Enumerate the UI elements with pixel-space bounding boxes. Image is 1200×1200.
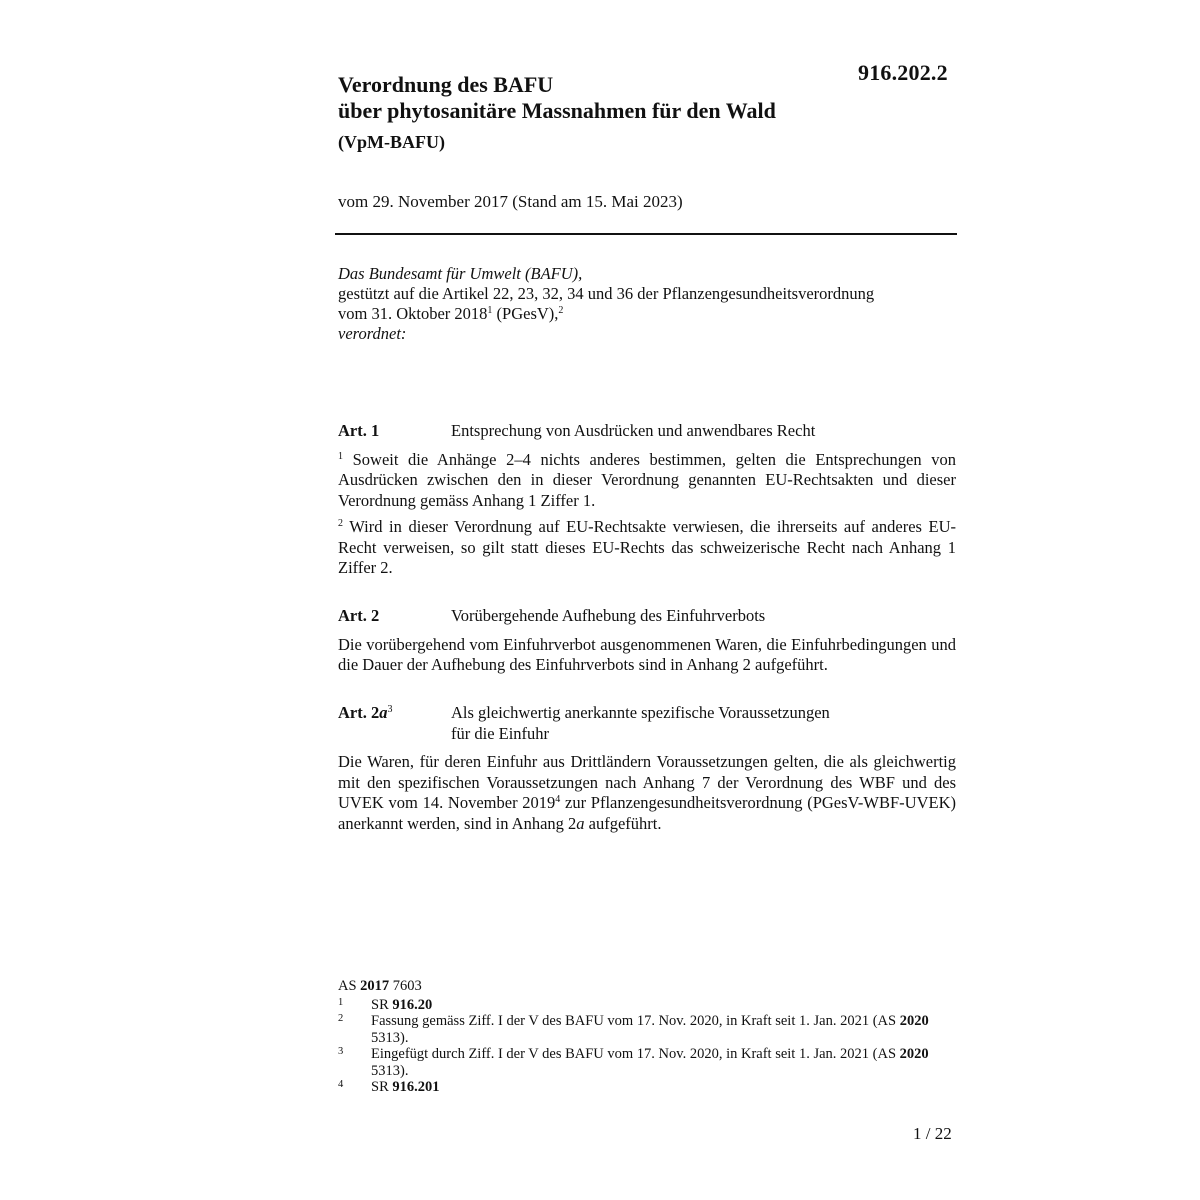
preamble-basis: [338, 284, 956, 324]
article-2-heading: [338, 606, 956, 627]
footnote-2-text-a: Fassung gemäss Ziff. I der V des BAFU vom 17. Nov. 2020, in Kraft seit 1. Jan. 2021 (AS: [371, 1013, 900, 1029]
footnote-1-text: [371, 997, 958, 1014]
preamble-basis-line2b: (PGesV),: [492, 304, 559, 323]
article-2-number: Art. 2: [338, 606, 380, 625]
article-2a-text-a: Die Waren, für deren Einfuhr aus Drittländern Voraussetzungen gelten, die als gleichwertig mit den spezifischen Voraussetzungen nach Anhang 7 der Verordnung des WBF und des UVEK vom 14. November 2019: [338, 752, 956, 812]
preamble-decrees: verordnet:: [338, 324, 407, 343]
article-2a-text-italic: a: [576, 813, 585, 833]
footnote-2-link[interactable]: 2020: [899, 1013, 929, 1029]
as-year: 2017: [360, 978, 390, 994]
preamble: [338, 264, 956, 344]
article-2a-title-line1: Als gleichwertig anerkannte spezifische Voraussetzungen: [451, 703, 830, 722]
article-1-paragraph-2: [338, 517, 956, 579]
article-1-heading: [338, 421, 956, 442]
article-2a-title-line2: für die Einfuhr: [451, 723, 550, 743]
article-2-title: Vorübergehende Aufhebung des Einfuhrverbots: [451, 606, 766, 625]
footnote-2-mark: 2: [338, 1013, 344, 1024]
footnote-ref-2[interactable]: 2: [558, 305, 564, 316]
title-line-2: über phytosanitäre Massnahmen für den Wald: [338, 98, 776, 123]
footnote-ref-4[interactable]: 4: [555, 794, 561, 805]
as-prefix: AS: [338, 978, 361, 994]
footnote-4-mark: 4: [338, 1079, 344, 1090]
page-number: 1 / 22: [913, 1124, 952, 1143]
title-abbreviation: (VpM-BAFU): [338, 132, 445, 152]
paragraph-mark-2: 2: [338, 518, 343, 529]
article-1-title: Entsprechung von Ausdrücken und anwendbares Recht: [451, 421, 816, 440]
article-2a-heading: [338, 703, 956, 744]
as-page: 7603: [389, 978, 422, 994]
header-divider: [335, 233, 957, 235]
article-2a-text-b: zur Pflanzengesundheitsverordnung (PGesV-WBF-UVEK) anerkannt werden, sind in Anhang 2: [338, 793, 957, 833]
article-1-paragraph-1: [338, 450, 956, 512]
title-block: [338, 72, 898, 154]
article-1: [338, 421, 956, 585]
footnotes: [338, 978, 958, 1096]
article-1-paragraph-2-text: Wird in dieser Verordnung auf EU-Rechtsakte verwiesen, die ihrerseits auf anderes EU-Recht verweisen, so gilt statt dieses EU-Rechts das schweizerische Recht nach Anhang 1 Ziffer 2.: [338, 517, 956, 577]
footnote-3: [338, 1046, 958, 1079]
title-line-1: Verordnung des BAFU: [338, 72, 554, 97]
footnote-3-text-a: Eingefügt durch Ziff. I der V des BAFU vom 17. Nov. 2020, in Kraft seit 1. Jan. 2021 (AS: [371, 1046, 900, 1062]
article-2a-text-c: aufgeführt.: [584, 813, 662, 833]
footnote-1: [338, 997, 958, 1014]
article-1-number: Art. 1: [338, 421, 380, 440]
article-2a-number-suffix: a: [379, 703, 388, 722]
footnote-ref-1[interactable]: 1: [487, 305, 493, 316]
article-2a-title: [451, 703, 891, 744]
footnote-4-link[interactable]: 916.201: [392, 1079, 440, 1095]
footnote-2-text-b: 5313).: [371, 1029, 409, 1046]
footnote-1-link[interactable]: 916.20: [392, 996, 433, 1013]
article-2-paragraph: Die vorübergehend vom Einfuhrverbot ausgenommenen Waren, die Einfuhrbedingungen und die Dauer der Aufhebung des Einfuhrverbots sind in Anhang 2 aufgeführt.: [338, 634, 956, 674]
footnote-3-text: [371, 1046, 958, 1079]
article-2a-number-main: Art. 2: [338, 703, 380, 722]
article-1-paragraph-1-text: Soweit die Anhänge 2–4 nichts anderes bestimmen, gelten die Entsprechungen von Ausdrücken zwischen den in dieser Verordnung genannten EU-Rechtsakten und dieser Verordnung gemäss Anhang 1 Ziffer 1.: [338, 449, 956, 510]
footnote-as-reference: [338, 978, 958, 995]
article-2a-number: [338, 703, 451, 724]
preamble-basis-line1: gestützt auf die Artikel 22, 23, 32, 34 und 36 der Pflanzengesundheitsverordnung: [338, 284, 875, 303]
article-2a-paragraph: [338, 752, 956, 834]
footnote-2: [338, 1013, 958, 1046]
footnote-3-link[interactable]: 2020: [899, 1046, 929, 1062]
footnote-ref-3[interactable]: 3: [387, 704, 393, 715]
footnote-1-mark: 1: [338, 996, 344, 1008]
footnote-4-prefix: SR: [371, 1079, 393, 1095]
footnote-2-text: [371, 1013, 958, 1046]
date-line: vom 29. November 2017 (Stand am 15. Mai 2023): [338, 192, 683, 211]
sr-number: 916.202.2: [858, 60, 948, 85]
preamble-basis-line2a: vom 31. Oktober 2018: [338, 304, 488, 323]
footnote-1-prefix: SR: [371, 996, 393, 1013]
paragraph-mark-1: 1: [338, 450, 343, 462]
footnote-3-text-b: 5313).: [371, 1062, 409, 1079]
footnote-4: [338, 1079, 958, 1096]
footnote-3-mark: 3: [338, 1046, 344, 1057]
preamble-issuer: Das Bundesamt für Umwelt (BAFU),: [338, 264, 583, 283]
article-2: [338, 606, 956, 682]
footnote-4-text: [371, 1079, 958, 1096]
article-2a: [338, 703, 956, 840]
